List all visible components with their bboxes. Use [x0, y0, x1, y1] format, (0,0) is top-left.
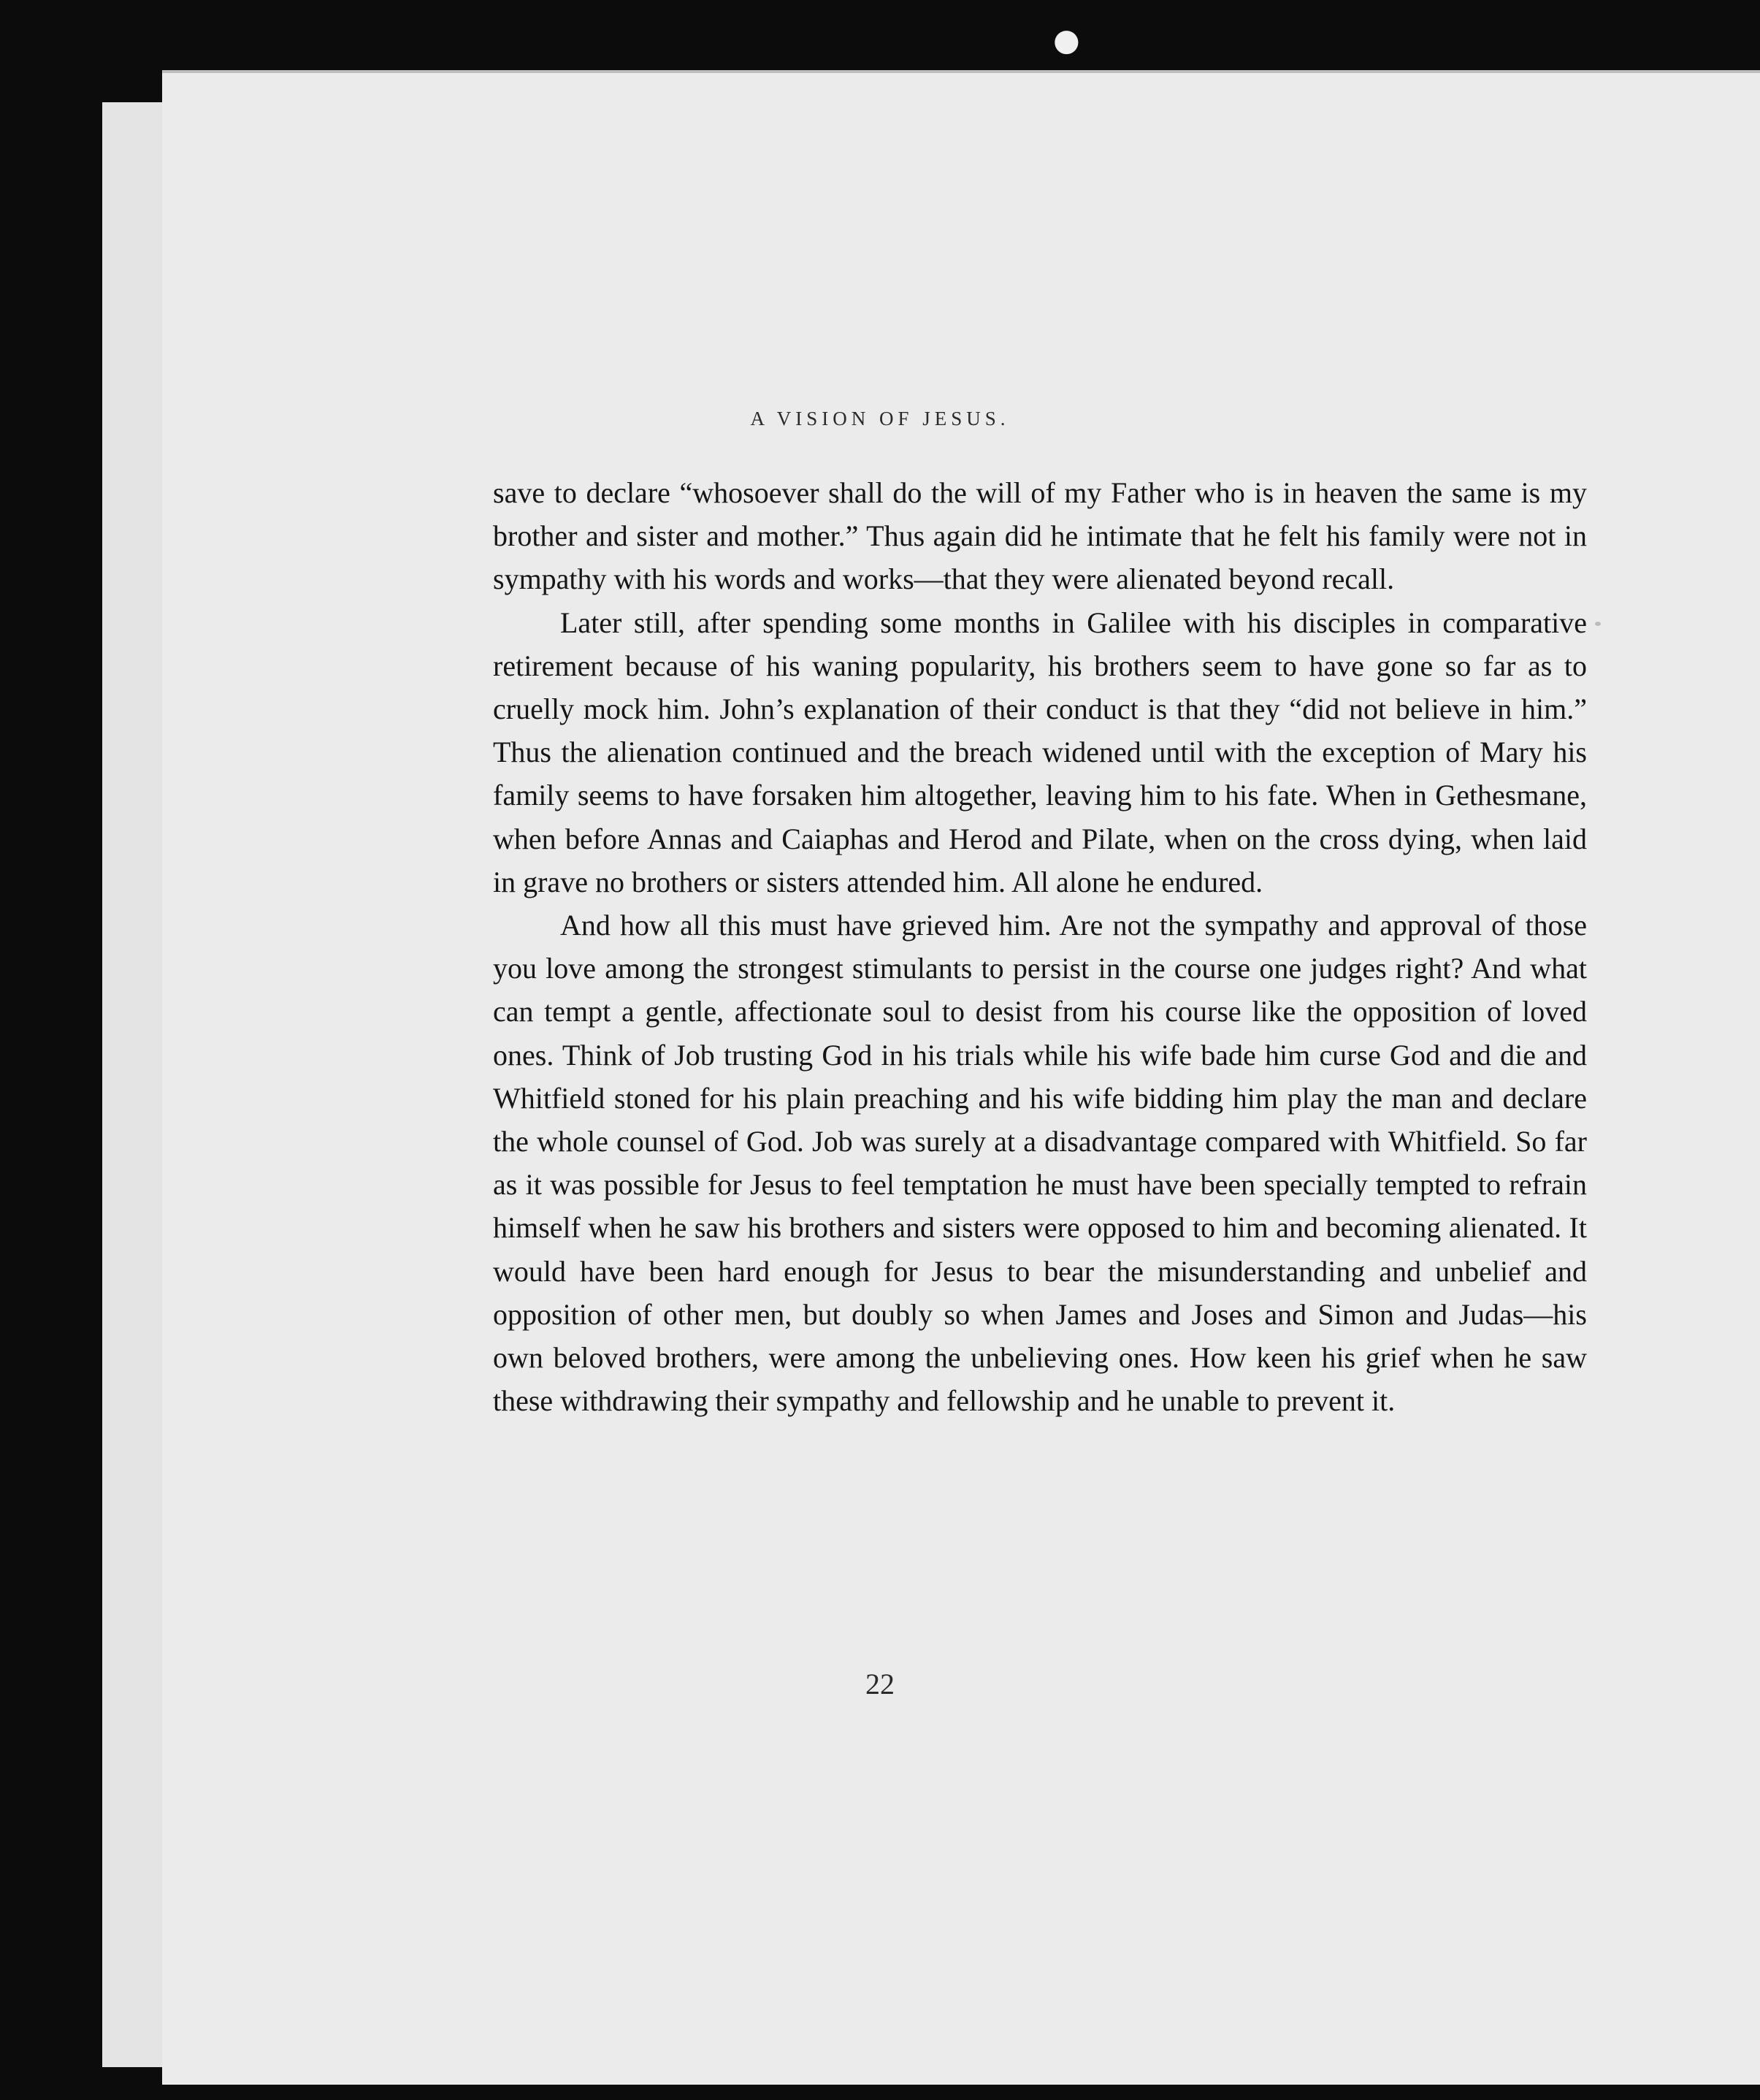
scan-mark-icon: ●: [1053, 22, 1080, 58]
paragraph-2: Later still, after spending some months in Galilee with his disciples in comparative retirement because of his waning popularity, his brothers seem to have gone so far as to cruelly mock him. John’s explanation of their conduct is that they “did not believe in him.” Thus the alienation continued and the breach widened until with the exception of Mary his family seems to have forsaken him altogether, leaving him to his fate. When in Gethesmane, when before Annas and Caiaphas and Herod and Pilate, when on the cross dying, when laid in grave no brothers or sisters attended him. All alone he endured.: [493, 606, 1587, 898]
body-text: [493, 471, 1587, 1422]
running-head: A VISION OF JESUS.: [750, 408, 1010, 429]
paragraph-1: save to declare “whosoever shall do the will of my Father who is in heaven the same is my brother and sister and mother.” Thus again did he intimate that he felt his family were not in sympathy with his words and works—that they were alienated beyond recall.: [493, 476, 1587, 596]
scan-speck: [1595, 622, 1601, 626]
paragraph-3: And how all this must have grieved him. Are not the sympathy and approval of those you love among the strongest stimulants to persist in the course one judges right? And what can tempt a gentle, affectionate soul to desist from his course like the opposition of loved ones. Think of Job trusting God in his trials while his wife bade him curse God and die and Whitfield stoned for his plain preaching and his wife bidding him play the man and declare the whole counsel of God. Job was surely at a disadvantage compared with Whitfield. So far as it was possible for Jesus to feel temptation he must have been specially tempted to refrain himself when he saw his brothers and sisters were opposed to him and becoming alienated. It would have been hard enough for Jesus to bear the misunderstanding and unbelief and opposition of other men, but doubly so when James and Joses and Simon and Judas—his own beloved brothers, were among the unbelieving ones. How keen his grief when he saw these withdrawing their sympathy and fellowship and he unable to prevent it.: [493, 909, 1587, 1418]
page-top-edge: [162, 70, 1760, 73]
page-number: 22: [865, 1668, 895, 1700]
